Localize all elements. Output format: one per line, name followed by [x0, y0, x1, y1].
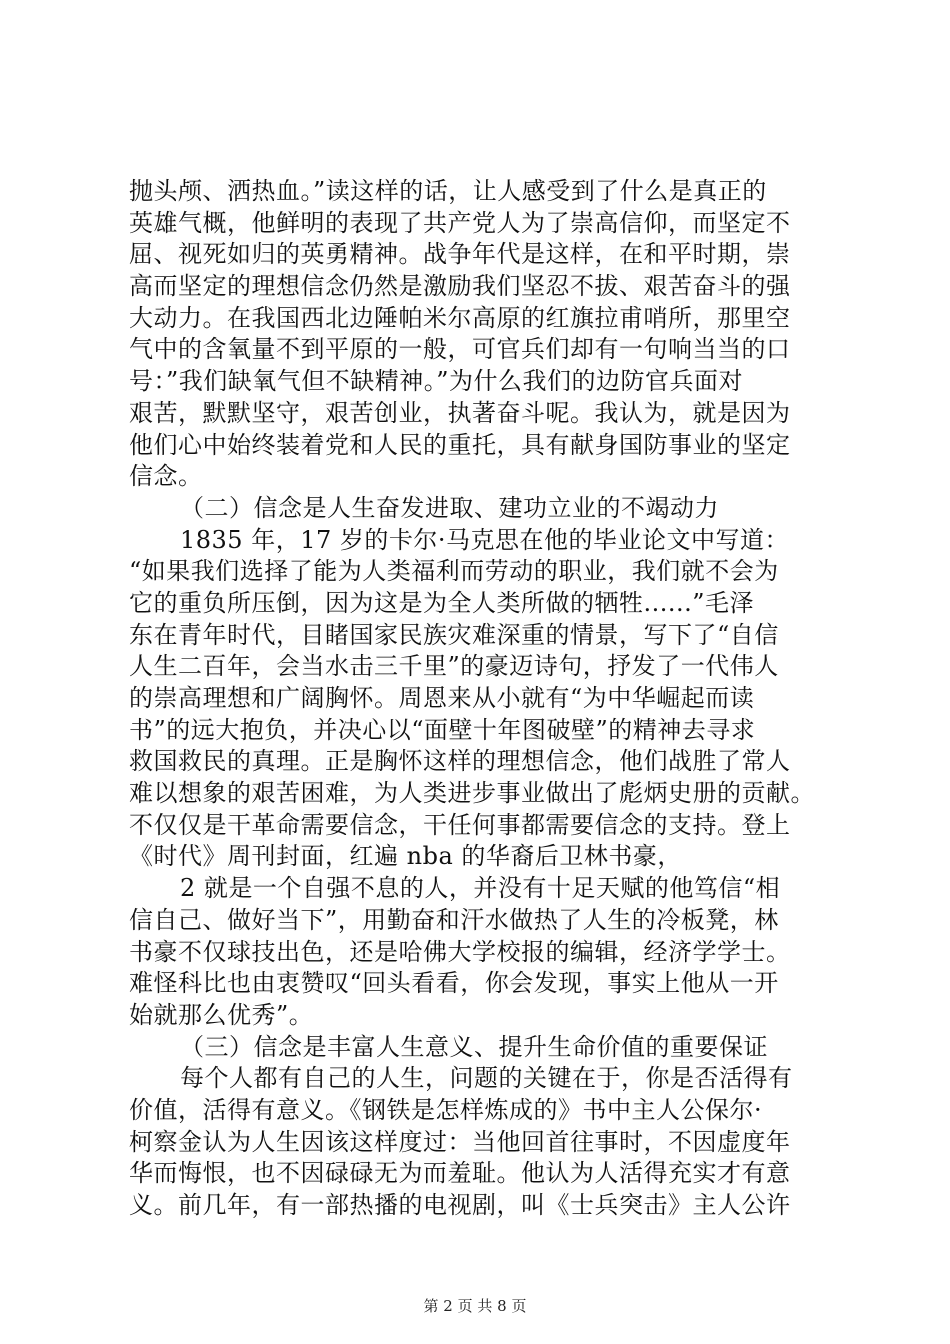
text-line: （三）信念是丰富人生意义、提升生命价值的重要保证: [180, 1032, 768, 1061]
text-line: 每个人都有自己的人生，问题的关键在于，你是否活得有: [180, 1064, 793, 1093]
text-line: 东在青年时代，目睹国家民族灾难深重的情景，写下了“自信: [129, 620, 779, 649]
text-line: 书”的远大抱负，并决心以“面壁十年图破壁”的精神去寻求: [129, 715, 756, 744]
text-line: 救国救民的真理。正是胸怀这样的理想信念，他们战胜了常人: [129, 747, 791, 776]
text-line: 难以想象的艰苦困难，为人类进步事业做出了彪炳史册的贡献。: [129, 779, 815, 808]
text-line: 号：”我们缺氧气但不缺精神。”为什么我们的边防官兵面对: [129, 367, 744, 396]
text-line: 大动力。在我国西北边陲帕米尔高原的红旗拉甫哨所，那里空: [129, 303, 791, 332]
text-line: “如果我们选择了能为人类福利而劳动的职业，我们就不会为: [129, 557, 779, 586]
text-line: 他们心中始终装着党和人民的重托，具有献身国防事业的坚定: [129, 430, 791, 459]
text-line: 气中的含氧量不到平原的一般，可官兵们却有一句响当当的口: [129, 335, 791, 364]
text-line: 高而坚定的理想信念仍然是激励我们坚忍不拔、艰苦奋斗的强: [129, 272, 791, 301]
text-line: 抛头颅、洒热血。”读这样的话，让人感受到了什么是真正的: [129, 177, 767, 205]
text-line: 难怪科比也由衷赞叹“回头看看，你会发现，事实上他从一开: [129, 969, 779, 998]
text-line: 不仅仅是干革命需要信念，干任何事都需要信念的支持。登上: [129, 810, 791, 839]
text-line: 屈、视死如归的英勇精神。战争年代是这样，在和平时期，崇: [129, 240, 791, 269]
text-line: 艰苦，默默坚守，艰苦创业，执著奋斗呢。我认为，就是因为: [129, 398, 791, 427]
text-line: 的崇高理想和广阔胸怀。周恩来从小就有“为中华崛起而读: [129, 684, 755, 712]
text-line: 义。前几年，有一部热播的电视剧，叫《士兵突击》主人公许: [129, 1191, 791, 1219]
text-line: 2 就是一个自强不息的人，并没有十足天赋的他笃信“相: [180, 874, 781, 903]
text-line: 柯察金认为人生因该这样度过：当他回首往事时，不因虚度年: [129, 1127, 791, 1156]
text-line: 价值，活得有意义。《钢铁是怎样炼成的》书中主人公保尔·: [129, 1095, 763, 1124]
text-line: 它的重负所压倒，因为这是为全人类所做的牺牲......”毛泽: [129, 588, 755, 617]
page-footer: 第 2 页 共 8 页: [423, 1297, 527, 1315]
text-line: 信念。: [129, 462, 203, 491]
body-text: [129, 176, 829, 1222]
text-line: 英雄气概，他鲜明的表现了共产党人为了崇高信仰，而坚定不: [129, 208, 791, 237]
text-line: 信自己、做好当下”，用勤奋和汗水做热了人生的冷板凳，林: [129, 905, 779, 934]
text-line: 人生二百年，会当水击三千里”的豪迈诗句，抒发了一代伟人: [129, 652, 779, 681]
text-line: 1835 年，17 岁的卡尔·马克思在他的毕业论文中写道：: [180, 525, 790, 554]
text-line: 书豪不仅球技出色，还是哈佛大学校报的编辑，经济学学士。: [129, 937, 791, 966]
text-line: （二）信念是人生奋发进取、建功立业的不竭动力: [180, 493, 719, 522]
text-line: 华而悔恨，也不因碌碌无为而羞耻。他认为人活得充实才有意: [129, 1159, 791, 1188]
text-line: 《时代》周刊封面，红遍 nba 的华裔后卫林书豪，: [129, 842, 682, 871]
text-line: 始就那么优秀”。: [129, 1000, 314, 1029]
